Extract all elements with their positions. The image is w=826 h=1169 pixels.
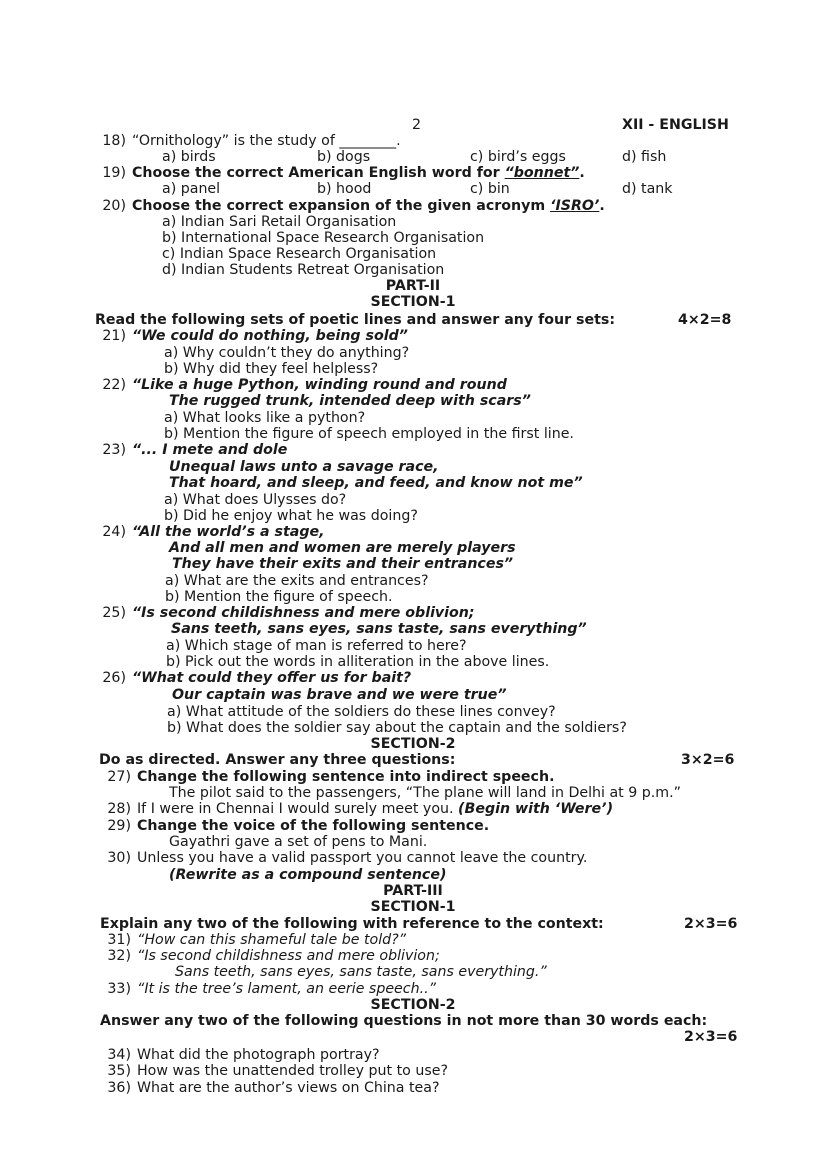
subject-title: XII - ENGLISH: [622, 117, 729, 133]
section-instruction: Explain any two of the following with reference to the context:: [100, 916, 604, 932]
question-number: 23): [102, 442, 126, 458]
question-30: [93, 850, 587, 867]
section-instruction: Do as directed. Answer any three questions:: [99, 752, 456, 768]
option-d: d) Indian Students Retreat Organisation: [162, 262, 445, 278]
sub-question-a: a) Why couldn’t they do anything?: [164, 345, 410, 361]
sub-question-b: b) Mention the figure of speech employed in the first line.: [164, 426, 574, 442]
question-number: 22): [102, 377, 126, 393]
poem-line: “We could do nothing, being sold”: [132, 328, 408, 344]
sub-question-a: a) What looks like a python?: [164, 410, 366, 426]
option-a: a) Indian Sari Retail Organisation: [162, 214, 397, 230]
question-29: [93, 818, 489, 835]
poem-line: “Is second childishness and mere oblivion;: [132, 605, 475, 621]
poem-line: Unequal laws unto a savage race,: [169, 459, 439, 475]
question-instruction: (Rewrite as a compound sentence): [169, 867, 447, 883]
question-number: 20): [102, 198, 126, 214]
question-33: [93, 981, 436, 998]
question-text: If I were in Chennai I would surely meet you.: [137, 801, 459, 817]
section-1-heading: SECTION-1: [370, 899, 456, 915]
question-number: 35): [107, 1063, 131, 1079]
option-c: c) bird’s eggs: [470, 149, 566, 165]
question-number: 33): [107, 981, 131, 997]
question-20: [88, 198, 605, 215]
question-text: “How can this shameful tale be told?”: [137, 932, 407, 948]
question-34: [93, 1047, 380, 1064]
question-text: Change the following sentence into indirect speech.: [137, 769, 555, 785]
section-instruction: Read the following sets of poetic lines and answer any four sets:: [95, 312, 615, 328]
option-b: b) hood: [317, 181, 372, 197]
poem-line: “All the world’s a stage,: [132, 524, 325, 540]
poem-line: They have their exits and their entrances”: [172, 556, 514, 572]
question-28: [93, 801, 613, 818]
sub-question-a: a) What does Ulysses do?: [164, 492, 347, 508]
sub-question-b: b) Did he enjoy what he was doing?: [164, 508, 418, 524]
question-sentence: The pilot said to the passengers, “The plane will land in Delhi at 9 p.m.”: [169, 785, 681, 801]
sub-question-a: a) What attitude of the soldiers do these lines convey?: [167, 704, 556, 720]
question-number: 34): [107, 1047, 131, 1063]
question-number: 29): [107, 818, 131, 834]
part-2-heading: PART-II: [385, 278, 441, 294]
section-1-heading: SECTION-1: [370, 294, 456, 310]
question-keyword: “bonnet”: [504, 165, 580, 181]
question-punct: .: [579, 165, 585, 181]
section-2-heading: SECTION-2: [370, 736, 456, 752]
question-number: 28): [107, 801, 131, 817]
option-a: a) panel: [162, 181, 221, 197]
question-text: “It is the tree’s lament, an eerie speech..”: [137, 981, 436, 997]
sub-question-b: b) Why did they feel helpless?: [164, 361, 379, 377]
question-31: [93, 932, 406, 949]
part-3-heading: PART-III: [383, 883, 443, 899]
poem-line: “What could they offer us for bait?: [132, 670, 412, 686]
question-text: Choose the correct expansion of the given acronym: [132, 198, 551, 214]
option-b: b) dogs: [317, 149, 371, 165]
question-27: [93, 769, 554, 786]
section-marks: 2×3=6: [684, 1029, 738, 1045]
option-d: d) fish: [622, 149, 667, 165]
poem-line: Sans teeth, sans eyes, sans taste, sans everything”: [171, 621, 587, 637]
question-23: [88, 442, 287, 459]
question-number: 32): [107, 948, 131, 964]
question-sentence: Gayathri gave a set of pens to Mani.: [169, 834, 428, 850]
question-text: How was the unattended trolley put to use?: [137, 1063, 448, 1079]
section-marks: 2×3=6: [684, 916, 738, 932]
section-2-heading: SECTION-2: [370, 997, 456, 1013]
sub-question-a: a) What are the exits and entrances?: [165, 573, 429, 589]
question-19: [88, 165, 585, 182]
option-b: b) International Space Research Organisation: [162, 230, 485, 246]
question-21: [88, 328, 408, 345]
question-text: What did the photograph portray?: [137, 1047, 380, 1063]
question-number: 31): [107, 932, 131, 948]
section-instruction: Answer any two of the following questions in not more than 30 words each:: [100, 1013, 708, 1029]
question-25: [88, 605, 475, 622]
question-text: Unless you have a valid passport you cannot leave the country.: [137, 850, 588, 866]
poem-line: And all men and women are merely players: [169, 540, 516, 556]
question-number: 26): [102, 670, 126, 686]
option-c: c) bin: [470, 181, 510, 197]
sub-question-a: a) Which stage of man is referred to here?: [166, 638, 467, 654]
sub-question-b: b) Pick out the words in alliteration in the above lines.: [166, 654, 550, 670]
question-text: Change the voice of the following sentence.: [137, 818, 490, 834]
option-c: c) Indian Space Research Organisation: [162, 246, 437, 262]
poem-line: Our captain was brave and we were true”: [172, 687, 507, 703]
poem-line: The rugged trunk, intended deep with scars”: [169, 393, 531, 409]
section-marks: 3×2=6: [681, 752, 735, 768]
question-number: 18): [102, 133, 126, 149]
sub-question-b: b) Mention the figure of speech.: [165, 589, 393, 605]
question-number: 36): [107, 1080, 131, 1096]
poem-line: “... I mete and dole: [132, 442, 288, 458]
question-32: [93, 948, 440, 965]
question-text: What are the author’s views on China tea?: [137, 1080, 440, 1096]
sub-question-b: b) What does the soldier say about the captain and the soldiers?: [167, 720, 627, 736]
question-number: 24): [102, 524, 126, 540]
poem-line: “Like a huge Python, winding round and round: [132, 377, 507, 393]
question-18: [88, 133, 401, 150]
question-26: [88, 670, 411, 687]
question-number: 19): [102, 165, 126, 181]
question-number: 21): [102, 328, 126, 344]
question-text: “Ornithology” is the study of ________.: [132, 133, 401, 149]
question-number: 25): [102, 605, 126, 621]
question-number: 27): [107, 769, 131, 785]
question-number: 30): [107, 850, 131, 866]
option-a: a) birds: [162, 149, 216, 165]
poem-line: That hoard, and sleep, and feed, and know not me”: [169, 475, 583, 491]
question-keyword: ‘ISRO’: [550, 198, 600, 214]
question-text: Choose the correct American English word for: [132, 165, 505, 181]
question-36: [93, 1080, 440, 1097]
poem-line: “Is second childishness and mere oblivion;: [137, 948, 440, 964]
question-24: [88, 524, 325, 541]
question-22: [88, 377, 507, 394]
question-instruction: (Begin with ‘Were’): [458, 801, 614, 817]
poem-line: Sans teeth, sans eyes, sans taste, sans everything.”: [175, 964, 547, 980]
option-d: d) tank: [622, 181, 673, 197]
question-punct: .: [599, 198, 605, 214]
section-marks: 4×2=8: [678, 312, 732, 328]
page-number: 2: [412, 117, 422, 133]
question-35: [93, 1063, 448, 1080]
